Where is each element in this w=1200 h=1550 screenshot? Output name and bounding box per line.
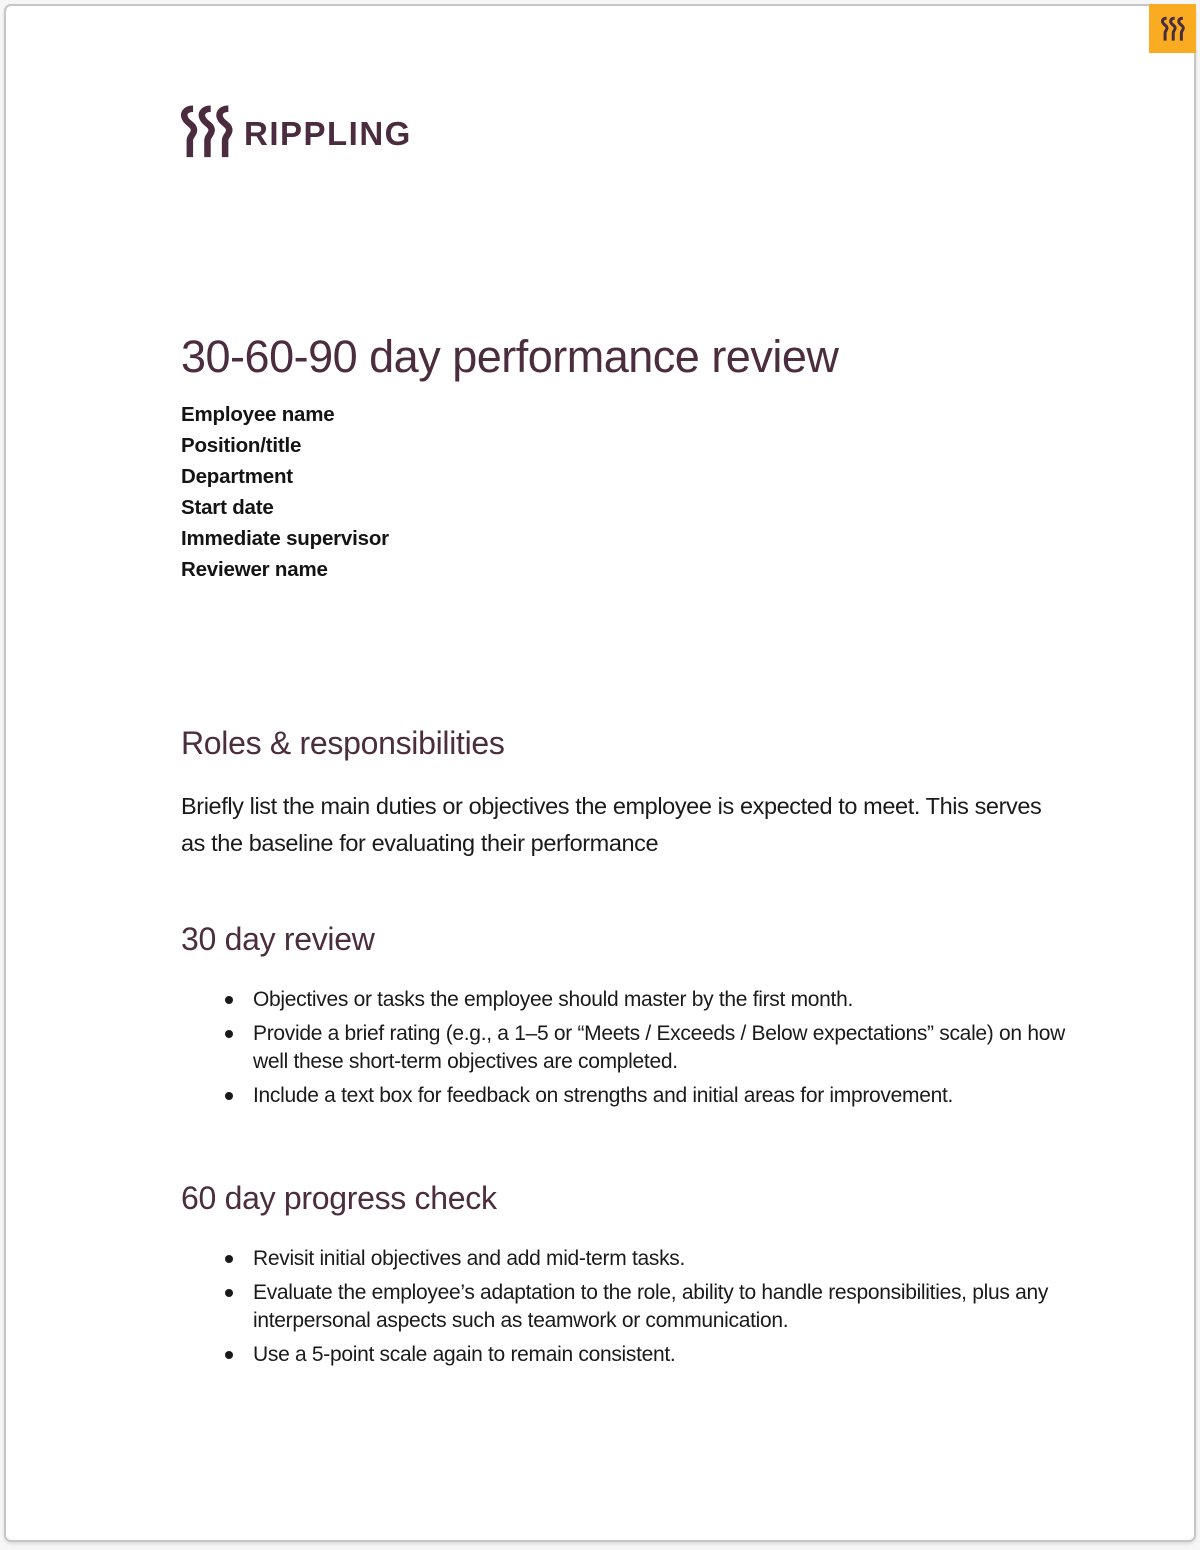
bullet-item bbox=[223, 1082, 1074, 1110]
bullet-text: Use a 5-point scale again to remain consistent. bbox=[253, 1343, 676, 1366]
info-field-reviewer-name: Reviewer name bbox=[181, 558, 328, 581]
bullet-item bbox=[223, 1341, 1074, 1369]
bullet-dot-icon bbox=[225, 1092, 233, 1100]
info-fields-list bbox=[181, 399, 1074, 585]
bullet-dot-icon bbox=[225, 1351, 233, 1359]
bullet-text: Revisit initial objectives and add mid-term tasks. bbox=[253, 1247, 686, 1270]
rippling-mark-icon bbox=[1161, 16, 1185, 42]
section-heading: 60 day progress check bbox=[181, 1180, 497, 1216]
document-title: 30-60-90 day performance review bbox=[181, 331, 839, 382]
bullet-text: Include a text box for feedback on strengths and initial areas for improvement. bbox=[253, 1084, 954, 1107]
section-roles-responsibilities bbox=[181, 723, 1074, 862]
bullet-text: Provide a brief rating (e.g., a 1–5 or “Meets / Exceeds / Below expectations” scale) on how well these short-term objectives are completed. bbox=[253, 1022, 1065, 1073]
info-field-start-date: Start date bbox=[181, 496, 274, 519]
info-field-employee-name: Employee name bbox=[181, 403, 335, 426]
bullet-item bbox=[223, 1245, 1074, 1273]
bullet-item bbox=[223, 986, 1074, 1014]
bullet-dot-icon bbox=[225, 996, 233, 1004]
document-body bbox=[6, 6, 1194, 1369]
info-field-position-title: Position/title bbox=[181, 434, 302, 457]
section-heading: 30 day review bbox=[181, 921, 375, 957]
bullet-text: Evaluate the employee’s adaptation to the role, ability to handle responsibilities, plus any interpersonal aspects such as teamwork or communication. bbox=[253, 1281, 1049, 1332]
rippling-logo bbox=[181, 103, 1074, 161]
bullet-dot-icon bbox=[225, 1030, 233, 1038]
corner-brand-badge bbox=[1149, 4, 1196, 53]
rippling-mark-icon bbox=[181, 105, 233, 159]
section-heading: Roles & responsibilities bbox=[181, 725, 505, 761]
bullet-item bbox=[223, 1020, 1074, 1076]
bullet-item bbox=[223, 1279, 1074, 1335]
bullet-dot-icon bbox=[225, 1255, 233, 1263]
document-page bbox=[4, 4, 1196, 1542]
bullet-text: Objectives or tasks the employee should master by the first month. bbox=[253, 988, 853, 1011]
rippling-logo-text: RIPPLING bbox=[244, 114, 412, 152]
bullet-list bbox=[223, 1245, 1074, 1369]
info-field-immediate-supervisor: Immediate supervisor bbox=[181, 527, 389, 550]
section-paragraph: Briefly list the main duties or objectives the employee is expected to meet. This serves as the baseline for evaluating their performance bbox=[181, 793, 1042, 856]
section-30-day-review bbox=[181, 919, 1074, 1110]
bullet-list bbox=[223, 986, 1074, 1110]
section-60-day-progress-check bbox=[181, 1178, 1074, 1369]
info-field-department: Department bbox=[181, 465, 293, 488]
bullet-dot-icon bbox=[225, 1289, 233, 1297]
